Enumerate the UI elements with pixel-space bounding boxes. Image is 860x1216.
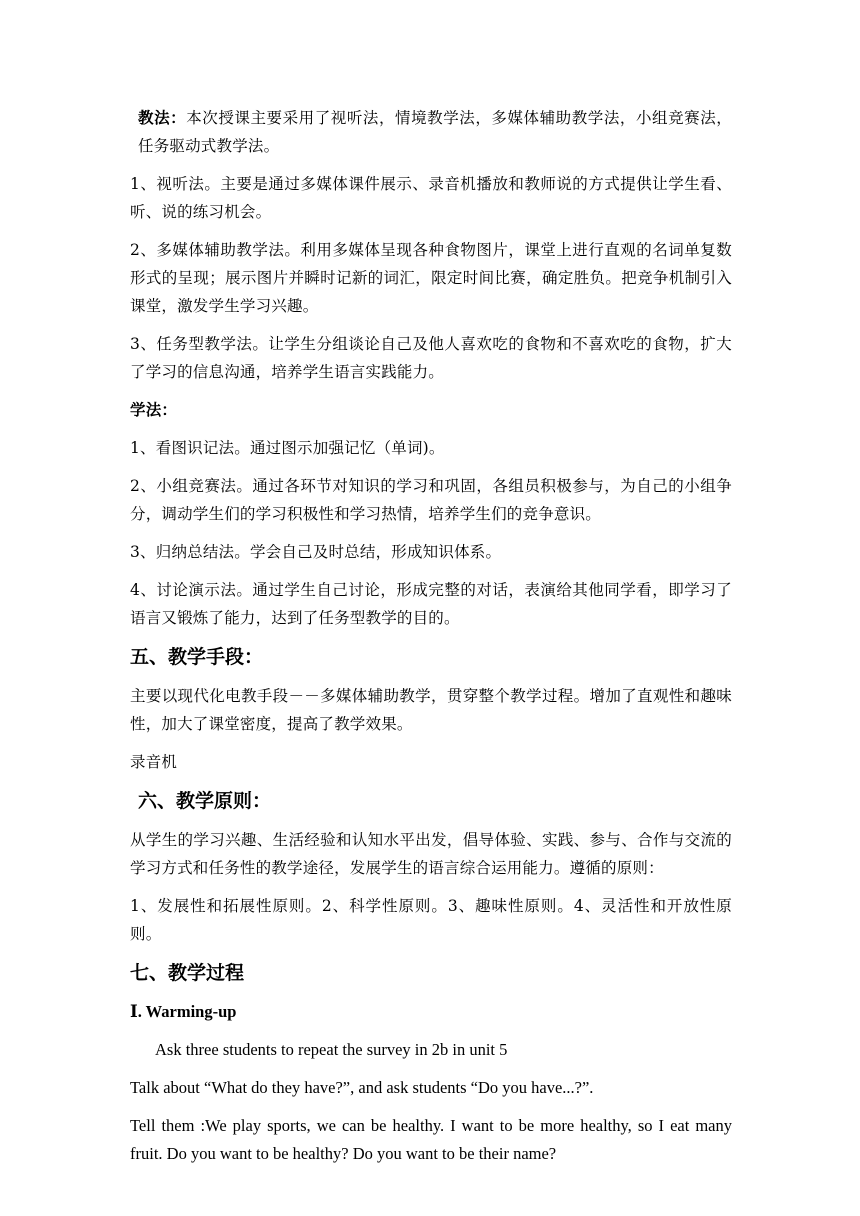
step-title: Ⅰ. Warming-up [130,1002,237,1021]
teaching-method-item: 1、视听法。主要是通过多媒体课件展示、录音机播放和教师说的方式提供让学生看、听、说的练习机会。 [130,175,732,221]
warming-up-line: Ask three students to repeat the survey in 2b in unit 5 [155,1040,508,1059]
teaching-method-item: 2、多媒体辅助教学法。利用多媒体呈现各种食物图片，课堂上进行直观的名词单复数形式的呈现；展示图片并瞬时记新的词汇，限定时间比赛，确定胜负。把竞争机制引入课堂，激发学生学习兴趣。 [130,241,732,315]
section-text: 主要以现代化电教手段－－多媒体辅助教学，贯穿整个教学过程。增加了直观性和趣味性，加大了课堂密度，提高了教学效果。 [130,687,732,733]
learning-method-item: 1、看图识记法。通过图示加强记忆（单词)。 [130,439,445,457]
section-text: 从学生的学习兴趣、生活经验和认知水平出发，倡导体验、实践、参与、合作与交流的学习方式和任务性的教学途径，发展学生的语言综合运用能力。遵循的原则： [130,831,732,877]
teaching-methods-text: 本次授课主要采用了视听法，情境教学法，多媒体辅助教学法，小组竞赛法，任务驱动式教学法。 [138,109,732,155]
teaching-methods-paragraph [130,104,732,160]
section-extra-text: 录音机 [130,753,178,771]
section-heading: 七、教学过程 [130,962,245,984]
learning-method-item: 4、讨论演示法。通过学生自己讨论，形成完整的对话，表演给其他同学看，即学习了语言又锻炼了能力，达到了任务型教学的目的。 [130,581,732,627]
teaching-method-item: 3、任务型教学法。让学生分组谈论自己及他人喜欢吃的食物和不喜欢吃的食物，扩大了学习的信息沟通，培养学生语言实践能力。 [130,335,732,381]
learning-method-item: 3、归纳总结法。学会自己及时总结，形成知识体系。 [130,543,502,561]
learning-method-item: 2、小组竞赛法。通过各环节对知识的学习和巩固，各组员积极参与，为自己的小组争分，调动学生们的学习积极性和学习热情，培养学生们的竞争意识。 [130,477,732,523]
principles-text: 1、发展性和拓展性原则。2、科学性原则。3、趣味性原则。4、灵活性和开放性原则。 [130,897,732,943]
teaching-methods-label: 教法： [138,108,187,127]
learning-methods-label: 学法： [130,400,178,419]
warming-up-line: Talk about “What do they have?”, and ask students “Do you have...?”. [130,1078,594,1097]
warming-up-line: Tell them :We play sports, we can be healthy. I want to be more healthy, so I eat many fruit. Do you want to be healthy? Do you want to be their name? [130,1116,732,1163]
document-body [130,104,732,1168]
section-heading: 五、教学手段： [130,646,264,668]
section-heading: 六、教学原则： [138,790,272,812]
